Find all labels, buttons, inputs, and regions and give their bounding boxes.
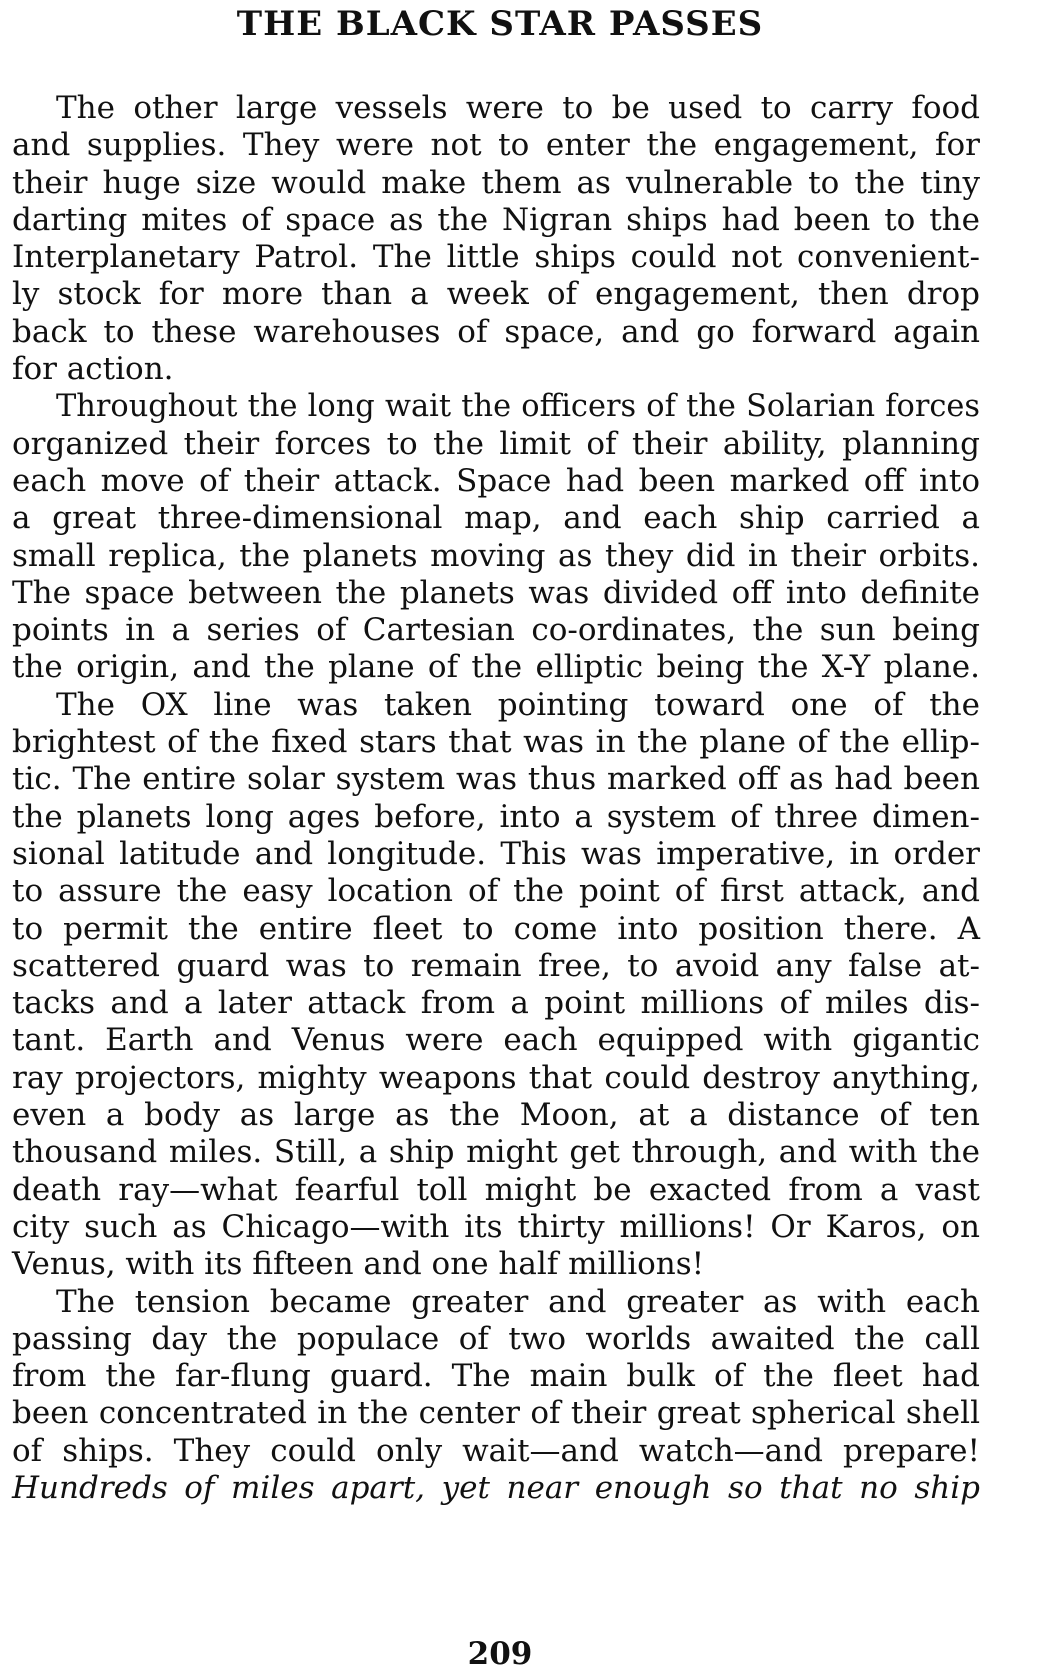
text-line: points in a series of Cartesian co-ordinates, the sun being — [12, 612, 980, 649]
text-line: Interplanetary Patrol. The little ships could not convenient- — [12, 239, 980, 276]
text-line: The other large vessels were to be used to carry food — [56, 90, 980, 126]
body-text — [12, 90, 980, 1507]
text-line: The tension became greater and greater as with each — [56, 1283, 980, 1320]
text-line: death ray—what fearful toll might be exacted from a vast — [12, 1171, 980, 1208]
text-line: back to these warehouses of space, and go forward again — [12, 313, 980, 350]
text-line: small replica, the planets moving as they did in their orbits. — [12, 537, 980, 574]
text-line: The OX line was taken pointing toward one of the — [56, 686, 980, 723]
text-line: their huge size would make them as vulnerable to the tiny — [12, 164, 980, 201]
text-line: even a body as large as the Moon, at a distance of ten — [12, 1097, 980, 1134]
page-number: 209 — [467, 1636, 533, 1672]
text-line: ray projectors, mighty weapons that could destroy anything, — [12, 1059, 980, 1096]
text-line: been concentrated in the center of their great spherical shell — [12, 1395, 980, 1432]
running-head: THE BLACK STAR PASSES — [236, 4, 764, 44]
text-line: passing day the populace of two worlds awaited the call — [12, 1320, 980, 1357]
text-line: tic. The entire solar system was thus marked off as had been — [12, 761, 980, 798]
text-line: of ships. They could only wait—and watch—and prepare! — [12, 1432, 980, 1469]
text-line: from the far-flung guard. The main bulk of the fleet had — [12, 1358, 980, 1395]
text-line: city such as Chicago—with its thirty millions! Or Karos, on — [12, 1208, 980, 1245]
text-line: and supplies. They were not to enter the engagement, for — [12, 127, 980, 164]
text-line: the planets long ages before, into a system of three dimen- — [12, 798, 980, 835]
text-line: the origin, and the plane of the elliptic being the X-Y plane. — [12, 649, 980, 686]
text-line: organized their forces to the limit of their ability, planning — [12, 425, 980, 462]
text-line: each move of their attack. Space had been marked off into — [12, 462, 980, 499]
text-line: to permit the entire fleet to come into position there. A — [12, 910, 980, 947]
text-line: scattered guard was to remain free, to avoid any false at- — [12, 947, 980, 984]
text-line: sional latitude and longitude. This was imperative, in order — [12, 835, 980, 872]
text-line: Venus, with its fifteen and one half millions! — [12, 1246, 705, 1283]
text-line: thousand miles. Still, a ship might get through, and with the — [12, 1134, 980, 1171]
text-line: a great three-dimensional map, and each ship carried a — [12, 500, 980, 537]
text-line: tacks and a later attack from a point millions of miles dis- — [12, 985, 980, 1022]
text-line: Hundreds of miles apart, yet near enough so that no ship — [12, 1469, 980, 1506]
text-line: ly stock for more than a week of engagement, then drop — [12, 276, 980, 313]
text-line: Throughout the long wait the officers of the Solarian forces — [56, 389, 980, 425]
text-line: brightest of the fixed stars that was in the plane of the ellip- — [12, 724, 980, 761]
text-line: for action. — [12, 351, 174, 388]
text-line: darting mites of space as the Nigran ships had been to the — [12, 201, 980, 238]
text-line: tant. Earth and Venus were each equipped with gigantic — [12, 1022, 980, 1059]
text-line: The space between the planets was divided off into definite — [12, 574, 980, 611]
text-line: to assure the easy location of the point of first attack, and — [12, 873, 980, 910]
